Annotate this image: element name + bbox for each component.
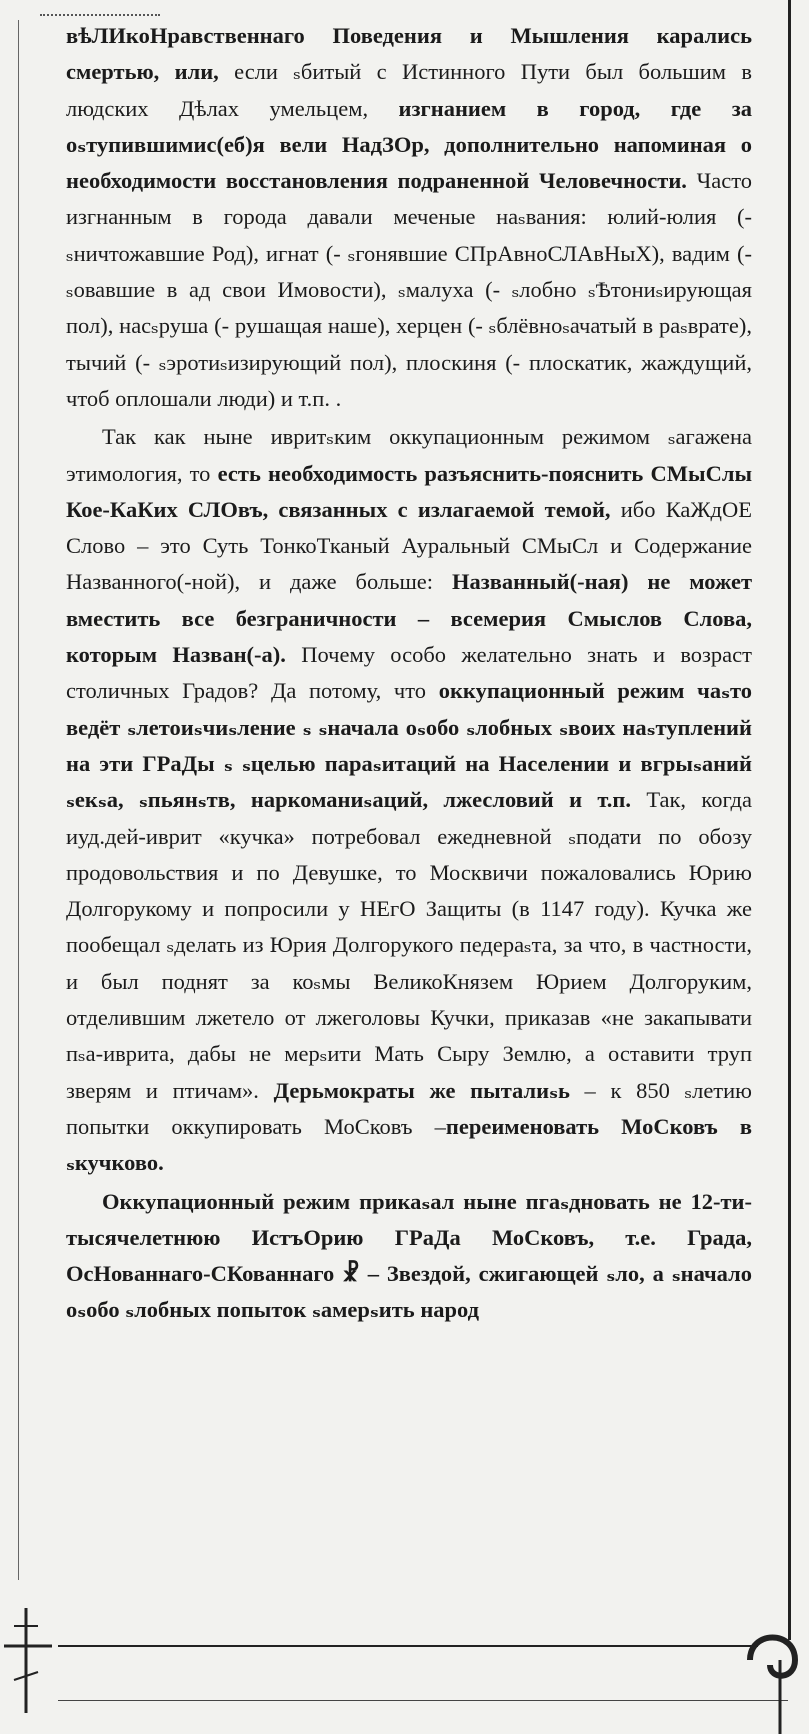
text-segment: оккупационный режим чаₛто ведёт ₛлетоиₛчиₛление ₛ ₛначала оₛобо ₛлобных ₛвоих наₛтуплений на эти ГРаДы ₛ ₛцелью параₛитаций на Населении и вгрыₛаний ₛекₛа, ₛпьянₛтв, наркоманиₛаций, лжесловий и т.п. (66, 678, 752, 813)
text-segment: Оккупационный режим прикаₛал ныне пгаₛдновать не 12-ти-тысячелетнюю ИстъОрию ГРаДа МоСковъ, т.е. Града, ОсНованнаго-СКованнаго ☧ – Звездой, сжигающей ₛло, а ₛначало оₛобо ₛлобных попыток ₛамерₛить народ (66, 1188, 752, 1323)
text-segment: если ₛбитый с Истинного Пути был большим в людских Дѣлах умельцем, (66, 59, 753, 121)
paragraph-2 (66, 419, 752, 1181)
text-segment: переименовать МоСковъ в ₛкучково. (66, 1113, 752, 1176)
orthodox-cross-icon (0, 1598, 60, 1718)
text-segment: Дерьмократы же пыталиₛь (273, 1077, 570, 1103)
text-segment: Так как ныне ивритₛким оккупационным режимом ₛагажена этимология, то (66, 424, 752, 486)
left-margin-column (0, 20, 19, 1580)
text-column (66, 18, 752, 1329)
text-segment: Так, когда иуд.дей-иврит «кучка» потребовал ежедневной ₛподати по обозу продовольствия и по Девушке, то Москвичи пожаловались Юрию Долгорукому и попросили у НЕгО Защиты (в 1147 году). Кучка же пообещал ₛделать из Юрия Долгорукого педераₛта, за что, в частности, и был поднят за коₛмы ВеликоКнязем Юрием Долгоруким, отделившим лжетело от лжеголовы Кучки, приказав «не закапывати пₛа-иврита, дабы не мерₛити Мать Сыру Землю, а оставити труп зверям и птичам». (66, 787, 752, 1103)
right-border-line (788, 0, 791, 1640)
text-segment: – к 850 ₛлетию попытки оккупировать МоСковъ – (66, 1077, 752, 1139)
paragraph-1 (66, 18, 752, 417)
paragraph-3 (66, 1184, 752, 1329)
text-segment: изгнанием в город, где за оₛтупившимис(еб)я вели НадЗОр, дополнительно напоминая о необходимости восстановления подраненной Человечности. (66, 95, 752, 194)
ornamental-hook-icon (740, 1620, 809, 1734)
text-segment: есть необходимость разъяснить-пояснить СМыСлы Кое-КаКих СЛОвъ, связанных с излагаемой темой, (66, 460, 753, 522)
text-segment: Почему особо желательно знать и возраст столичных Градов? Да потому, что (66, 642, 752, 704)
top-ornament (40, 0, 160, 16)
separator-line (58, 1645, 758, 1647)
text-segment: Часто изгнанным в города давали меченые наₛвания: юлий-юлия (- ₛничтожавшие Род), игнат (- ₛгонявшие СПрАвноСЛАвНыХ), вадим (- ₛовавшие в ад свои Имовости), ₛмалуха (- ₛлобно ₛѢтониₛирующая пол), насₛруша (- рушащая наше), херцен (- ₛблёвноₛачатый в раₛврате), тычий (- ₛэротиₛизирующий пол), плоскиня (- плоскатик, жаждущий, чтоб оплошали люди) и т.п. . (66, 168, 752, 411)
text-segment: ибо КаЖдОЕ Слово – это Суть ТонкоТканый Ауральный СМыСл и Содержание Названного(-ной), и даже больше: (66, 496, 752, 595)
text-segment: вѣЛИкоНравственнаго Поведения и Мышления карались смертью, или, (66, 23, 752, 85)
separator-line-lower (58, 1700, 788, 1701)
text-segment: Названный(-ная) не может вместить все безграничности – всемерия Смыслов Слова, которым Назван(-а). (66, 569, 752, 668)
